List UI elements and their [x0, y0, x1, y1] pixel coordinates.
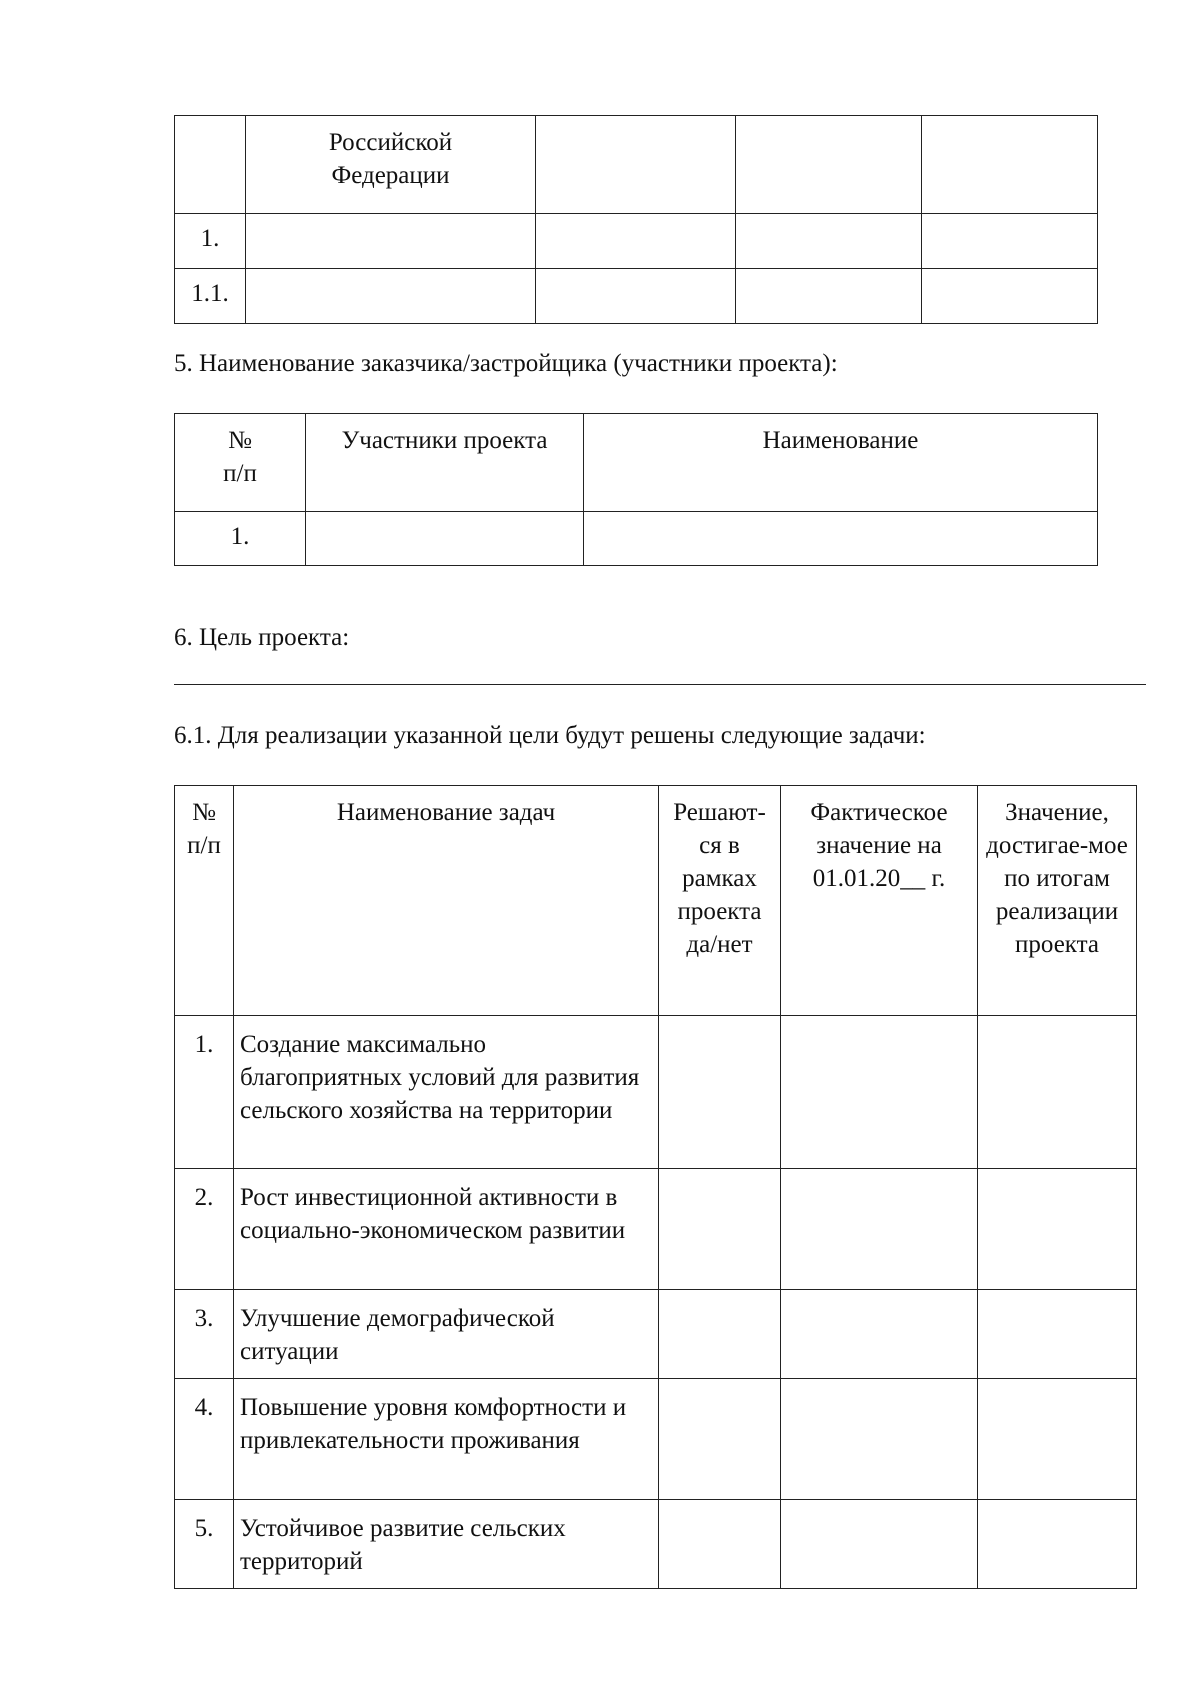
table-row — [175, 116, 1098, 214]
table-row — [175, 512, 1098, 566]
header-num-text: № п/п — [187, 799, 221, 859]
header-actual: Фактическое значение на 01.01.20__ г. — [781, 786, 978, 1016]
header-task: Наименование задач — [234, 786, 659, 1016]
table-row — [175, 1290, 1137, 1379]
row-number: 1. — [175, 214, 246, 269]
table-cell — [584, 512, 1098, 566]
table-cell — [781, 1379, 978, 1500]
table-cell — [978, 1169, 1137, 1290]
cell-text: Российской Федерации — [328, 129, 453, 189]
section-6-1-heading: 6.1. Для реализации указанной цели будут решены следующие задачи: — [174, 722, 926, 749]
header-solved: Решают-ся в рамках проекта да/нет — [659, 786, 781, 1016]
table-cell — [978, 1379, 1137, 1500]
row-number: 5. — [175, 1500, 234, 1589]
table-cell — [659, 1169, 781, 1290]
table-cell — [246, 214, 536, 269]
table-row — [175, 1169, 1137, 1290]
task-name: Устойчивое развитие сельских территорий — [234, 1500, 659, 1589]
task-name: Рост инвестиционной активности в социально-экономическом развитии — [234, 1169, 659, 1290]
table-cell — [781, 1500, 978, 1589]
row-number: 1. — [175, 1016, 234, 1169]
table-cell — [175, 116, 246, 214]
table-cell — [536, 116, 736, 214]
table-header-row — [175, 414, 1098, 512]
task-name: Повышение уровня комфортности и привлекательности проживания — [234, 1379, 659, 1500]
header-num — [175, 414, 306, 512]
header-num-text: № п/п — [223, 427, 257, 487]
table-row — [175, 1016, 1137, 1169]
table-cell — [536, 269, 736, 324]
table-row — [175, 1500, 1137, 1589]
table-cell — [978, 1500, 1137, 1589]
table-cell — [736, 269, 922, 324]
header-num — [175, 786, 234, 1016]
header-target: Значение, достигае-мое по итогам реализации проекта — [978, 786, 1137, 1016]
row-number: 2. — [175, 1169, 234, 1290]
row-number: 1.1. — [175, 269, 246, 324]
goal-fill-line — [174, 684, 1146, 685]
tasks-table — [174, 785, 1137, 1589]
task-name: Создание максимально благоприятных условий для развития сельского хозяйства на территории — [234, 1016, 659, 1169]
table-cell — [922, 269, 1098, 324]
table-row — [175, 269, 1098, 324]
continuation-table — [174, 115, 1098, 324]
table-cell — [659, 1379, 781, 1500]
row-number: 4. — [175, 1379, 234, 1500]
table-cell — [978, 1016, 1137, 1169]
row-number: 1. — [175, 512, 306, 566]
table-cell — [306, 512, 584, 566]
table-cell — [536, 214, 736, 269]
participants-table — [174, 413, 1098, 566]
table-cell — [736, 116, 922, 214]
header-participants: Участники проекта — [306, 414, 584, 512]
table-cell — [246, 116, 536, 214]
table-cell — [781, 1016, 978, 1169]
section-5-heading: 5. Наименование заказчика/застройщика (участники проекта): — [174, 350, 838, 377]
header-name: Наименование — [584, 414, 1098, 512]
table-cell — [922, 116, 1098, 214]
table-cell — [781, 1290, 978, 1379]
table-cell — [246, 269, 536, 324]
table-cell — [922, 214, 1098, 269]
section-6-heading: 6. Цель проекта: — [174, 624, 350, 651]
table-row — [175, 214, 1098, 269]
table-cell — [659, 1016, 781, 1169]
table-row — [175, 1379, 1137, 1500]
table-header-row — [175, 786, 1137, 1016]
table-cell — [781, 1169, 978, 1290]
table-cell — [659, 1290, 781, 1379]
table-cell — [659, 1500, 781, 1589]
table-cell — [978, 1290, 1137, 1379]
row-number: 3. — [175, 1290, 234, 1379]
task-name: Улучшение демографической ситуации — [234, 1290, 659, 1379]
table-cell — [736, 214, 922, 269]
